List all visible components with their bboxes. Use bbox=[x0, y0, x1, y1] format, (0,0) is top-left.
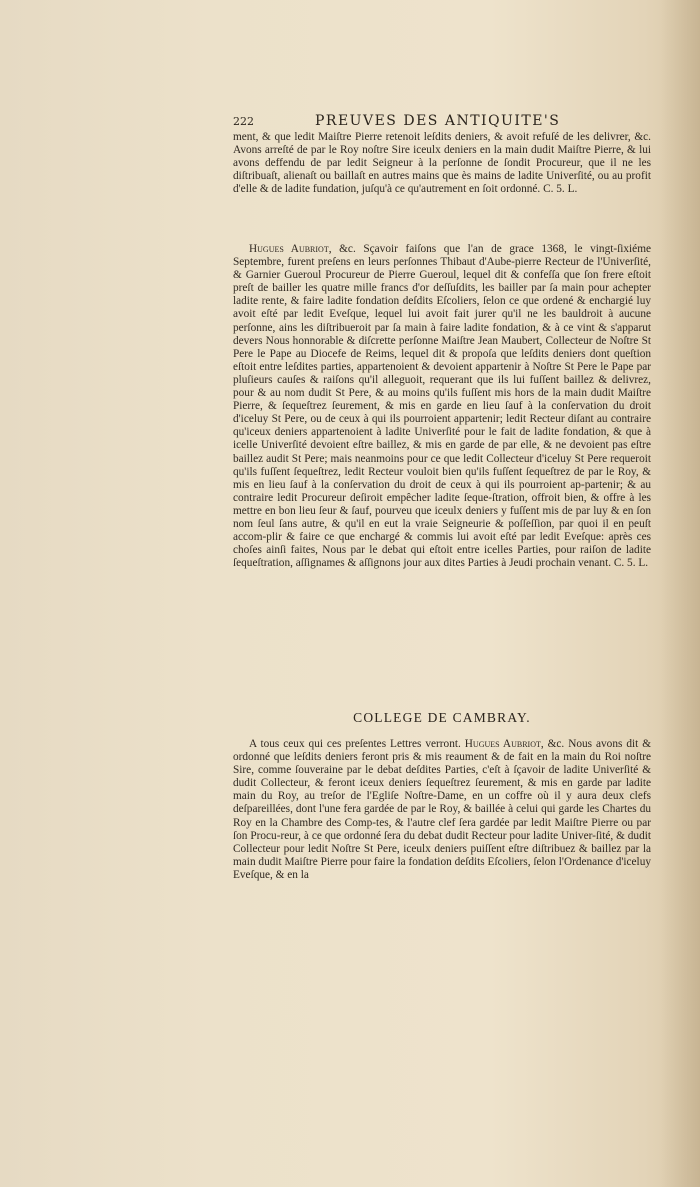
paragraph-2-body: , &c. Sçavoir faiſons que l'an de grace 1368, le vingt-ſixiéme Septembre, furent preſens en leurs perſonnes Thibaut d'Aube-pierre Recteur de l'Univerſité, & Garnier Gueroul Procureur de Pierre Gueroul, lequel dit & confeſſa que ſon frere eſtoit preſt de bailler les quatre mille francs d'or deſſuſdits, les bailler par ſa main pour achepter ladite rente, & faire ladite fondation deſdits Eſcoliers, ſelon ce que ordené & enchargié luy avoit eſté par ledit Eveſque, lequel lui avoit fait jurer qu'il ne les bauldroit à aucune perſonne, ains les diſtribueroit par ſa main à faire ladite fondation, & à ce vint & s'apparut devers Nous honnorable & diſcrette perſonne Maiſtre Jean Maubert, Collecteur de Noſtre St Pere le Pape au Diocefe de Reims, lequel dit & propoſa que leſdits deniers dont queſtion eſtoit entre leſdites parties, appartenoient & devoient appartenir à Noſtre St Pere le Pape par pluſieurs cauſes & raiſons qu'il alleguoit, requerant que ils lui fuſſent baillez & delivrez, pour & au nom dudit St Pere, & au moins qu'ils fuſſent mis hors de la main dudit Maiſtre Pierre, & ſequeſtrez ſeurement, & mis en garde en lieu ſauf à la conſervation du droit d'iceluy St Pere, ou de ceux à qui ils pourroient appartenir; ledit Recteur diſant au contraire qu'iceux deniers appartenoient à ladite Univerſité pour le fait de ladite fondation, & que à icelle Univerſité devoient eſtre baillez, & mis en garde de par elle, & ne devoient pas eſtre baillez audit St Pere; mais neanmoins pour ce que ledit Collecteur d'iceluy St Pere requeroit qu'ils fuſſent ſequeſtrez, ledit Recteur vouloit bien qu'ils fuſſent ſequeſtrez de par le Roy, & mis en lieu ſauf à la conſervation du droit de ceux à qui ils pourroient ap-partenir; & au contraire ledit Procureur deſiroit empêcher ladite ſeque-ſtration, offroit bien, & offre à les mettre en bon lieu ſeur & ſauf, pourveu que iceulx deniers y fuſſent mis de par luy & en ſon nom ſeul ſans autre, & qu'il en eut la vraie Seigneurie & poſſeſſion, par quoi il en peuſt accom-plir & faire ce que enchargé & commis lui avoit eſté par ledit Eveſque: après ces choſes ainſi faites, Nous par le debat qui eſtoit entre icelles Parties, pour raiſon de ladite ſequeſtration, aſſignames & aſſignons jour aux dites Parties à Jeudi prochain venant. C. 5. L. bbox=[233, 243, 651, 570]
paragraph-3 bbox=[233, 738, 651, 882]
page-edge-shadow bbox=[660, 0, 700, 1187]
page-number: 222 bbox=[233, 115, 254, 128]
running-title: PREUVES DES ANTIQUITE'S bbox=[315, 113, 561, 129]
paragraph-1 bbox=[233, 131, 651, 196]
paragraph-3-body: , &c. Nous avons dit & ordonné que leſdits deniers feront pris & mis reaument & de fait en la main du Roi noſtre Sire, comme ſouveraine par le debat deſdites Parties, c'eſt à ſçavoir de ladite Univerſité & dudit Collecteur, & feront iceux deniers ſequeſtrez ſeurement, & mis en garde par ladite main du Roy, au treſor de l'Egliſe Noſtre-Dame, en un coffre où il y aura deux clefs deſpareillées, dont l'une fera gardée de par le Roy, & baillée à celui qui garde les Chartes du Roy en la Chambre des Comp-tes, & l'autre clef ſera gardée par ledit Maiſtre Pierre ou par ſon Procu-reur, à ce que ordonné ſera du debat dudit Recteur pour ladite Univer-ſité, & dudit Collecteur pour ledit Noſtre St Pere, iceulx deniers puiſſent eſtre diſtribuez & baillez par la main dudit Maiſtre Pierre pour faire la fondation deſdits Eſcoliers, ſelon l'Ordenance d'iceluy Eveſque, & en la bbox=[233, 738, 651, 881]
paragraph-2 bbox=[233, 243, 651, 570]
paragraph-2-text bbox=[233, 243, 651, 570]
paragraph-1-text: ment, & que ledit Maiſtre Pierre retenoit leſdits deniers, & avoit refuſé de les delivrer, &c. Avons arreſté de par le Roy noſtre Sire iceulx deniers en la main dudit Maiſtre Pierre, & lui avons deffendu de par ledit Seigneur à la perſonne de ſondit Procureur, que il ne les diſtribuaſt, alienaſt ou baillaſt en autres mains que ès mains de ladite Univerſité, ou au profit d'elle & de ladite fundation, juſqu'à ce qu'autrement en ſoit ordonné. C. 5. L. bbox=[233, 131, 651, 196]
page-header bbox=[233, 114, 651, 129]
paragraph-3-lead: Hugues Aubriot bbox=[464, 738, 541, 750]
paragraph-3-text bbox=[233, 738, 651, 882]
paragraph-3-intro: A tous ceux qui ces preſentes Lettres verront. bbox=[249, 738, 465, 750]
paragraph-2-lead: Hugues Aubriot bbox=[249, 243, 329, 255]
section-heading: COLLEGE DE CAMBRAY. bbox=[353, 710, 531, 725]
